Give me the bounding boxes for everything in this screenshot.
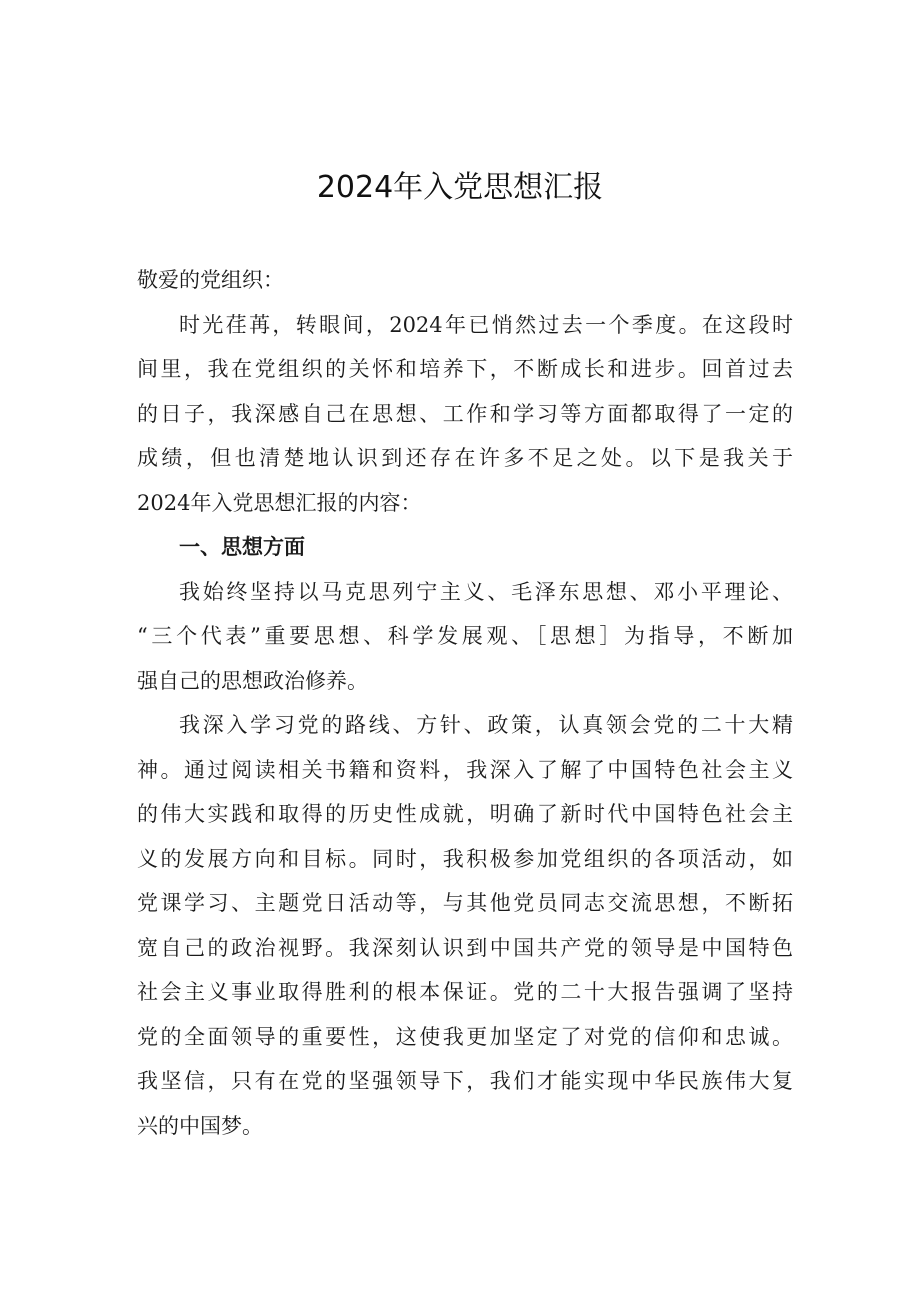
- paragraph-line: 的伟大实践和取得的历史性成就，明确了新时代中国特色社会主: [137, 802, 793, 826]
- paragraph-line: 的日子，我深感自己在思想、工作和学习等方面都取得了一定的: [137, 401, 793, 426]
- paragraph-line: 神。通过阅读相关书籍和资料，我深入了解了中国特色社会主义: [137, 757, 793, 782]
- paragraph-line: 兴的中国梦。: [137, 1113, 263, 1138]
- paragraph-line: 宽自己的政治视野。我深刻认识到中国共产党的领导是中国特色: [137, 935, 793, 960]
- paragraph-line: 党课学习、主题党日活动等，与其他党员同志交流思想，不断拓: [137, 891, 793, 915]
- paragraph-line: 2024年入党思想汇报的内容：: [137, 490, 422, 515]
- paragraph-line: “三个代表”重要思想、科学发展观、［思想］为指导，不断加: [137, 624, 793, 648]
- paragraph-line: 我始终坚持以马克思列宁主义、毛泽东思想、邓小平理论、: [179, 579, 793, 604]
- paragraph-line: 我深入学习党的路线、方针、政策，认真领会党的二十大精: [179, 713, 793, 737]
- paragraph-line: 时光荏苒，转眼间，2024年已悄然过去一个季度。在这段时: [179, 312, 793, 337]
- paragraph-line: 社会主义事业取得胜利的根本保证。党的二十大报告强调了坚持: [137, 980, 793, 1004]
- paragraph-line: 成绩，但也清楚地认识到还存在许多不足之处。以下是我关于: [137, 446, 793, 470]
- document-title: 2024年入党思想汇报: [316, 170, 604, 205]
- paragraph-line: 强自己的思想政治修养。: [137, 668, 368, 693]
- paragraph-line: 间里，我在党组织的关怀和培养下，不断成长和进步。回首过去: [137, 357, 793, 381]
- section-heading: 一、思想方面: [179, 535, 305, 559]
- paragraph-line: 党的全面领导的重要性，这使我更加坚定了对党的信仰和忠诚。: [137, 1024, 793, 1049]
- salutation: 敬爱的党组织：: [137, 268, 284, 292]
- document-body: [137, 258, 793, 1148]
- paragraph-line: 我坚信，只有在党的坚强领导下，我们才能实现中华民族伟大复: [137, 1069, 793, 1093]
- paragraph-line: 义的发展方向和目标。同时，我积极参加党组织的各项活动，如: [137, 846, 793, 871]
